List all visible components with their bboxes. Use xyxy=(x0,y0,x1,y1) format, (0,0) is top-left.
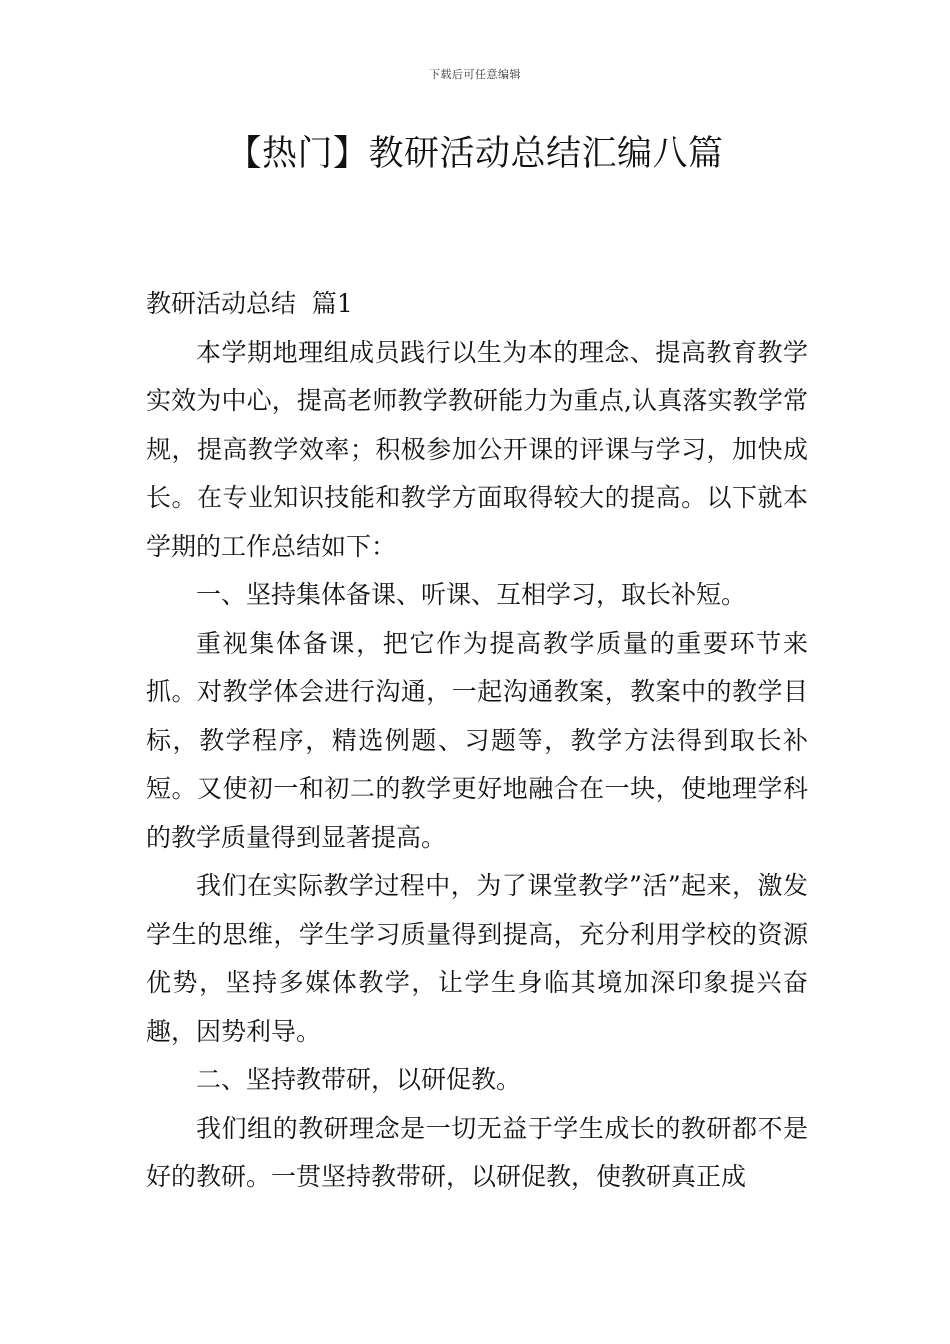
paragraph-heading-two: 二、坚持教带研，以研促教。 xyxy=(196,1065,522,1094)
paragraph-heading-one: 一、坚持集体备课、听课、互相学习，取长补短。 xyxy=(196,580,747,609)
paragraph-research-concept: 我们组的教研理念是一切无益于学生成长的教研都不是好的教研。一贯坚持教带研，以研促教，使教研真正成 xyxy=(146,1113,808,1191)
document-body xyxy=(146,280,808,1202)
paragraph-collective-prep: 重视集体备课，把它作为提高教学质量的重要环节来抓。对教学体会进行沟通，一起沟通教案，教案中的教学目标，教学程序，精选例题、习题等，教学方法得到取长补短。又使初一和初二的教学更好地融合在一块，使地理学科的教学质量得到显著提高。 xyxy=(146,628,808,852)
document-title: 【热门】教研活动总结汇编八篇 xyxy=(226,134,724,174)
header-note: 下载后可任意编辑 xyxy=(429,68,521,81)
paragraph-intro: 本学期地理组成员践行以生为本的理念、提高教育教学实效为中心，提高老师教学教研能力为重点,认真落实教学常规，提高教学效率；积极参加公开课的评课与学习，加快成长。在专业知识技能和教学方面取得较大的提高。以下就本学期的工作总结如下： xyxy=(146,337,808,561)
section-heading: 教研活动总结 篇1 xyxy=(146,289,353,318)
paragraph-classroom-practice: 我们在实际教学过程中，为了课堂教学”活”起来，激发学生的思维，学生学习质量得到提高，充分利用学校的资源优势，坚持多媒体教学，让学生身临其境加深印象提兴奋趣，因势利导。 xyxy=(146,871,808,1046)
